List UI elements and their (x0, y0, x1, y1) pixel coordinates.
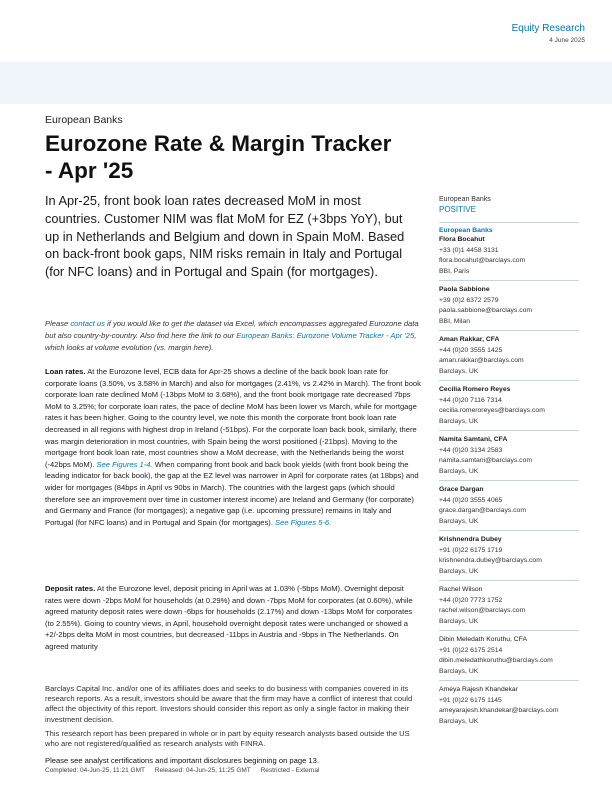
analyst-entry (439, 235, 589, 277)
analyst-entry (439, 485, 589, 527)
divider (439, 280, 579, 281)
divider (439, 330, 579, 331)
analyst-name: Dibin Meledath Koruthu, CFA (439, 636, 528, 643)
analyst-phone: +44 (0)20 3555 1425 (439, 346, 503, 354)
analyst-email[interactable]: grace.dargan@barclays.com (439, 507, 526, 514)
analyst-entity: BBI, Milan (439, 317, 470, 325)
divider (439, 580, 579, 581)
certification-note: Please see analyst certifications and important disclosures beginning on page 13. (45, 756, 319, 765)
analyst-entity: BBI, Paris (439, 267, 470, 275)
divider (439, 680, 579, 681)
sidebar-sector: European Banks (439, 196, 491, 203)
analyst-email[interactable]: krishnendra.dubey@barclays.com (439, 557, 542, 564)
paragraph-text: At the Eurozone level, deposit pricing in April was at 1.03% (-5bps MoM). Overnight deposit rates were down -2bps MoM for households (at 0.29%) and down -7bps MoM for corporates (at 0.60%), while agreed maturity deposit rates were down -6bps for households (2.17%) and down -13bps MoM for corporates (to 2.55%). Going to country views, in April, household overnight deposit rates were unchanged or showed a +2/-2bps delta MoM in most countries, but decreased -11bps in Austria and -9bps in The Netherlands. On agreed maturity (45, 584, 413, 651)
divider (439, 630, 579, 631)
analyst-entity: Barclays, UK (439, 517, 479, 525)
analyst-sidebar (439, 196, 589, 727)
report-type: Equity Research (511, 23, 585, 34)
analyst-entity: Barclays, UK (439, 417, 479, 425)
loan-rates-paragraph (45, 366, 421, 528)
header-band (0, 62, 612, 104)
report-title: Eurozone Rate & Margin Tracker - Apr '25 (45, 131, 392, 183)
deposit-rates-paragraph (45, 583, 421, 653)
analyst-phone: +91 (0)22 6175 1719 (439, 546, 503, 554)
analyst-email[interactable]: rachel.wilson@barclays.com (439, 607, 526, 614)
analyst-name: Flora Bocahut (439, 236, 485, 243)
analyst-name: Krishnendra Dubey (439, 536, 502, 543)
analyst-entry (439, 335, 589, 377)
analyst-email[interactable]: aman.rakkar@barclays.com (439, 357, 524, 364)
paragraph-text: At the Eurozone level, ECB data for Apr-25 shows a decline of the back book loan rate for corporate loans (3.50%, vs 3.58% in March) and also for mortgages (2.41%, vs 2.42% in March). The front book corporate loan rate declined MoM (-13bps MoM to 3.68%), and the front book mortgage rate decreased 7bps MoM to 3.25%; for corporate loan rates, the pace of decline MoM has been lower vs March, while for mortgage rates it has been higher. Going to the country level, we note this month the corporate front book loan rate decreased in all regions with highest drop in Ireland (-51bps). For the corporate loan back book, similarly, there was margin deterioration in most countries, with Spain being the worst positioned (-21bps). Moving to the mortgage front book loan rate, most countries show a MoM decrease, with the Netherlands being the worst (-42bps MoM). (45, 367, 421, 469)
analyst-name: Paola Sabbione (439, 286, 490, 293)
deposit-rates-heading: Deposit rates. (45, 584, 96, 593)
classification-label: Restricted - External (260, 767, 320, 774)
analyst-email[interactable]: namita.samtani@barclays.com (439, 457, 533, 464)
analyst-entity: Barclays, UK (439, 617, 479, 625)
analyst-name: Namita Samtani, CFA (439, 436, 508, 443)
analyst-email[interactable]: cecilia.romeroreyes@barclays.com (439, 407, 545, 414)
figures-1-4-link[interactable]: See Figures 1-4. (96, 459, 153, 469)
analyst-phone: +44 (0)20 3555 4065 (439, 496, 503, 504)
contact-us-link[interactable]: contact us (70, 319, 105, 328)
analyst-entry (439, 535, 589, 577)
contact-note-text: Please (45, 319, 71, 328)
finra-disclaimer: This research report has been prepared in whole or in part by equity research analysts based outside the US who are not registered/qualified as research analysts with FINRA. (45, 729, 410, 749)
analyst-entity: Barclays, UK (439, 717, 479, 725)
report-sector: European Banks (45, 114, 123, 126)
divider (439, 222, 579, 223)
contact-note-text: , which looks at volume evolution (vs. margin here). (45, 331, 417, 352)
analyst-phone: +44 (0)20 7116 7314 (439, 396, 502, 404)
loan-rates-heading: Loan rates. (45, 367, 86, 376)
divider (439, 430, 579, 431)
analyst-email[interactable]: flora.bocahut@barclays.com (439, 257, 526, 264)
released-timestamp: Released: 04-Jun-25, 11:25 GMT (154, 767, 251, 774)
divider (439, 530, 579, 531)
analyst-entry (439, 435, 589, 477)
divider (439, 480, 579, 481)
analyst-phone: +33 (0)1 4458 3131 (439, 246, 499, 254)
analyst-entity: Barclays, UK (439, 367, 479, 375)
analyst-name: Cecilia Romero Reyes (439, 386, 511, 393)
analyst-phone: +91 (0)22 6175 2514 (439, 646, 503, 654)
figures-5-6-link[interactable]: See Figures 5-6. (275, 517, 332, 527)
analyst-phone: +39 (0)2 6372 2579 (439, 296, 499, 304)
analyst-entry (439, 285, 589, 327)
analyst-name: Aman Rakkar, CFA (439, 336, 500, 343)
analyst-phone: +44 (0)20 3134 2583 (439, 446, 503, 454)
footer-timestamps (45, 767, 327, 774)
contact-note-text: if you would like to get the dataset via Excel, which encompasses aggregated Eurozone data but also country-by-country. Also find here the link to our (45, 319, 419, 340)
analyst-email[interactable]: paola.sabbione@barclays.com (439, 307, 533, 314)
analyst-entry (439, 685, 589, 727)
contact-note (45, 318, 420, 354)
report-summary: In Apr-25, front book loan rates decreased MoM in most countries. Customer NIM was flat MoM for EZ (+3bps YoY), but up in Netherlands and Belgium and down in Spain MoM. Based on back-front book gaps, NIM risks remain in Italy and Portugal (for NFC loans) and in Portugal and Spain (for mortgages). (45, 193, 405, 280)
report-header (512, 23, 585, 44)
analyst-entry (439, 385, 589, 427)
analyst-entity: Barclays, UK (439, 567, 479, 575)
analyst-phone: +44 (0)20 7773 1752 (439, 596, 503, 604)
analyst-entity: Barclays, UK (439, 467, 479, 475)
analyst-name: Grace Dargan (439, 486, 484, 493)
conflict-disclaimer: Barclays Capital Inc. and/or one of its affiliates does and seeks to do business with companies covered in its research reports. As a result, investors should be aware that the firm may have a conflict of interest that could affect the objectivity of this report. Investors should consider this report as only a single factor in making their investment decision. (45, 684, 413, 724)
sector-rating: POSITIVE (439, 205, 476, 214)
analyst-entry (439, 635, 589, 677)
team-heading: European Banks (439, 227, 493, 234)
paragraph-text: When comparing front book and back book yields (with front book being the leading indicator for back book), the gap at the EZ level was narrower in April for corporate rates (at 18bps) and wider for mortgages (84bps in April vs 90bs in March). The countries with the largest gaps (which should therefore see an improvement over time in customer interest income) are Ireland and Germany (for corporate) and Germany and France (for mortgages); a negative gap (i.e. upcoming pressure) remains in Italy and Portugal (for NFC loans) and in Portugal and Spain (for mortgages). (45, 459, 419, 527)
analyst-email[interactable]: ameyarajesh.khandekar@barclays.com (439, 707, 559, 714)
analyst-entity: Barclays, UK (439, 667, 479, 675)
analyst-entry (439, 585, 589, 627)
completed-timestamp: Completed: 04-Jun-25, 11:21 GMT (45, 767, 145, 774)
divider (439, 380, 579, 381)
analyst-name: Ameya Rajesh Khandekar (439, 686, 518, 693)
analyst-phone: +91 (0)22 6175 1145 (439, 696, 502, 704)
volume-tracker-link[interactable]: European Banks: Eurozone Volume Tracker - Apr '25 (236, 331, 415, 340)
report-date: 4 June 2025 (549, 37, 585, 44)
analyst-email[interactable]: dibin.meledathkoruthu@barclays.com (439, 657, 553, 664)
analyst-name: Rachel Wilson (439, 586, 483, 593)
analyst-list (439, 235, 589, 727)
